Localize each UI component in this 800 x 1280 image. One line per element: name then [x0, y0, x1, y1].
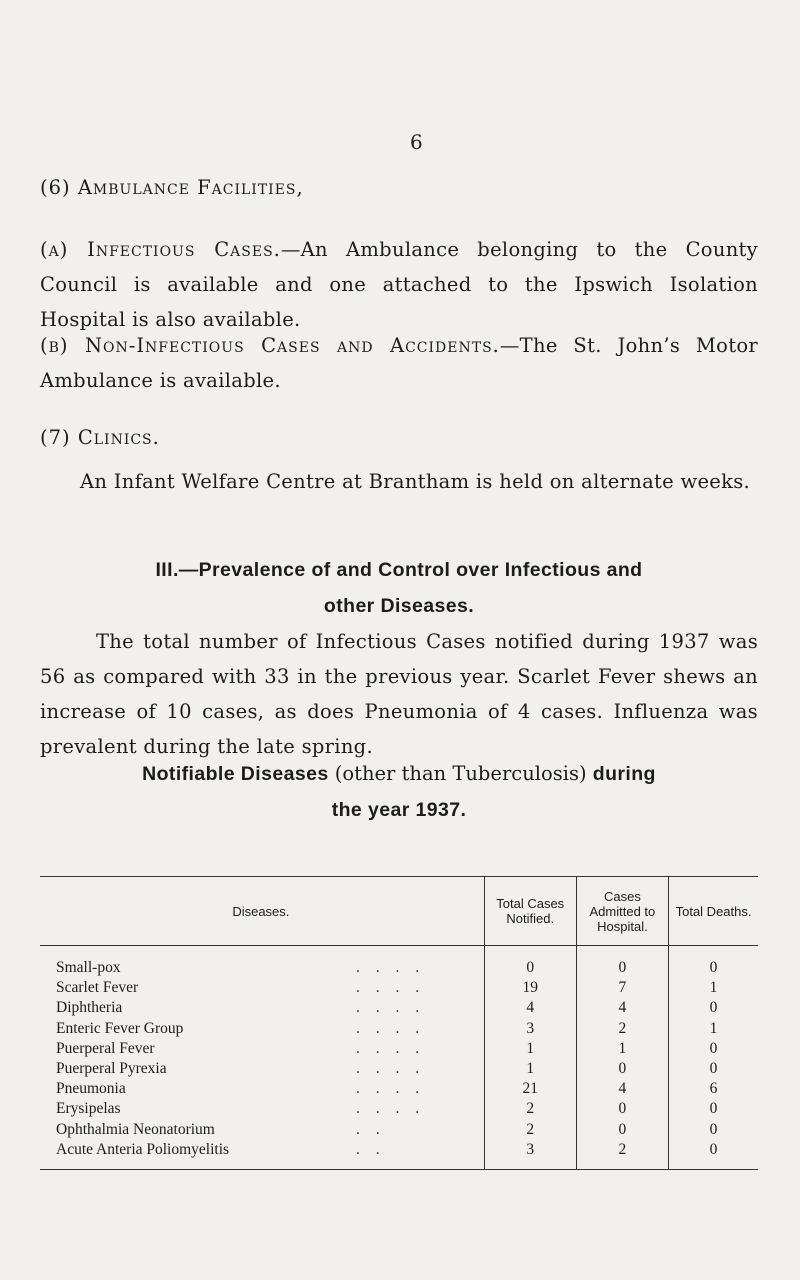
disease-name: Puerperal Pyrexia: [56, 1060, 167, 1078]
header-admitted: Cases Admitted to Hospital.: [576, 877, 668, 946]
paragraph-infectious-cases: [40, 232, 758, 337]
table-row: [40, 1019, 758, 1039]
table-row: [40, 1039, 758, 1059]
deaths-cell: 1: [669, 978, 758, 998]
disease-cell: [40, 1140, 484, 1170]
disease-cell: [40, 946, 484, 979]
dot-leader: . . . .: [356, 1039, 426, 1057]
admitted-cell: 0: [576, 1059, 668, 1079]
paragraph-infectious-text: —An Ambulance belonging to the County Council is available and one attached to the Ipswich Isolation Hospital is also available.: [40, 238, 759, 331]
dot-leader: . . . .: [356, 959, 426, 977]
disease-name: Pneumonia: [56, 1080, 126, 1098]
table-title-year: the year 1937.: [331, 799, 467, 821]
header-diseases: Diseases.: [40, 877, 484, 946]
header-notified: Total Cases Notified.: [484, 877, 576, 946]
notified-cell: 0: [484, 946, 576, 979]
dot-leader: . . . .: [356, 1060, 426, 1078]
paragraph-prevalence: The total number of Infectious Cases notified during 1937 was 56 as compared with 33 in the previous year. Scarlet Fever shews an increase of 10 cases, as does Pneumonia of 4 cases. Influenza was prevalent during the late spring.: [40, 630, 758, 758]
notified-cell: 4: [484, 998, 576, 1018]
deaths-cell: 0: [669, 946, 758, 979]
deaths-cell: 0: [669, 1099, 758, 1119]
notified-cell: 21: [484, 1079, 576, 1099]
disease-name: Erysipelas: [56, 1100, 121, 1118]
admitted-cell: 0: [576, 1120, 668, 1140]
paragraph-non-infectious-cases: [40, 328, 758, 398]
notified-cell: 1: [484, 1059, 576, 1079]
notified-cell: 3: [484, 1019, 576, 1039]
table-title: [40, 756, 758, 828]
deaths-cell: 1: [669, 1019, 758, 1039]
disease-name: Small-pox: [56, 959, 121, 977]
disease-name: Scarlet Fever: [56, 979, 139, 997]
deaths-cell: 6: [669, 1079, 758, 1099]
table-row: [40, 998, 758, 1018]
paragraph-non-infectious-text: —The St. John’s Motor Ambulance is available.: [40, 334, 758, 392]
dot-leader: . . . .: [356, 1100, 426, 1118]
admitted-cell: 0: [576, 946, 668, 979]
disease-cell: [40, 998, 484, 1018]
disease-cell: [40, 1099, 484, 1119]
admitted-cell: 2: [576, 1140, 668, 1170]
disease-cell: [40, 1019, 484, 1039]
dot-leader: . . . .: [356, 979, 426, 997]
disease-name: Acute Anteria Poliomyelitis: [56, 1140, 230, 1158]
paragraph-clinics: An Infant Welfare Centre at Brantham is held on alternate weeks.: [80, 470, 751, 493]
disease-name: Diphtheria: [56, 999, 123, 1017]
header-deaths: Total Deaths.: [669, 877, 758, 946]
admitted-cell: 1: [576, 1039, 668, 1059]
disease-cell: [40, 1039, 484, 1059]
deaths-cell: 0: [669, 1140, 758, 1170]
table-row: [40, 946, 758, 979]
admitted-cell: 7: [576, 978, 668, 998]
disease-name: Enteric Fever Group: [56, 1019, 184, 1037]
paragraph-infectious-label: (a) Infectious Cases.: [40, 238, 281, 261]
table-row: [40, 1099, 758, 1119]
disease-cell: [40, 1079, 484, 1099]
page-number: 6: [410, 130, 423, 154]
notified-cell: 3: [484, 1140, 576, 1170]
dot-leader: . .: [356, 1120, 386, 1138]
table-row: [40, 1079, 758, 1099]
dot-leader: . . . .: [356, 999, 426, 1017]
deaths-cell: 0: [669, 1120, 758, 1140]
notified-cell: 1: [484, 1039, 576, 1059]
table-row: [40, 978, 758, 998]
section-3-heading-line2: other Diseases.: [323, 595, 475, 617]
paragraph-non-infectious-label: (b) Non-Infectious Cases and Accidents.: [40, 334, 500, 357]
deaths-cell: 0: [669, 998, 758, 1018]
disease-cell: [40, 978, 484, 998]
admitted-cell: 0: [576, 1099, 668, 1119]
deaths-cell: 0: [669, 1059, 758, 1079]
disease-cell: [40, 1120, 484, 1140]
table-row: [40, 1059, 758, 1079]
deaths-cell: 0: [669, 1039, 758, 1059]
disease-cell: [40, 1059, 484, 1079]
section-7-heading: (7) Clinics.: [40, 426, 160, 449]
section-3-heading-line1: III.—Prevalence of and Control over Infectious and: [155, 559, 643, 581]
section-3-heading: [40, 552, 758, 624]
admitted-cell: 4: [576, 1079, 668, 1099]
table-title-bold: Notifiable Diseases: [142, 763, 329, 785]
section-6-heading: (6) Ambulance Facilities,: [40, 176, 304, 199]
dot-leader: . . . .: [356, 1019, 426, 1037]
table-header-row: [40, 877, 758, 946]
table-title-during: during: [592, 763, 656, 785]
admitted-cell: 2: [576, 1019, 668, 1039]
notifiable-diseases-table: [40, 876, 758, 1170]
admitted-cell: 4: [576, 998, 668, 1018]
table-row: [40, 1140, 758, 1170]
notified-cell: 2: [484, 1099, 576, 1119]
table-row: [40, 1120, 758, 1140]
notified-cell: 2: [484, 1120, 576, 1140]
dot-leader: . .: [356, 1140, 386, 1158]
table-title-plain: (other than Tuberculosis): [328, 762, 593, 785]
disease-name: Ophthalmia Neonatorium: [56, 1120, 215, 1138]
disease-name: Puerperal Fever: [56, 1039, 155, 1057]
dot-leader: . . . .: [356, 1080, 426, 1098]
notified-cell: 19: [484, 978, 576, 998]
